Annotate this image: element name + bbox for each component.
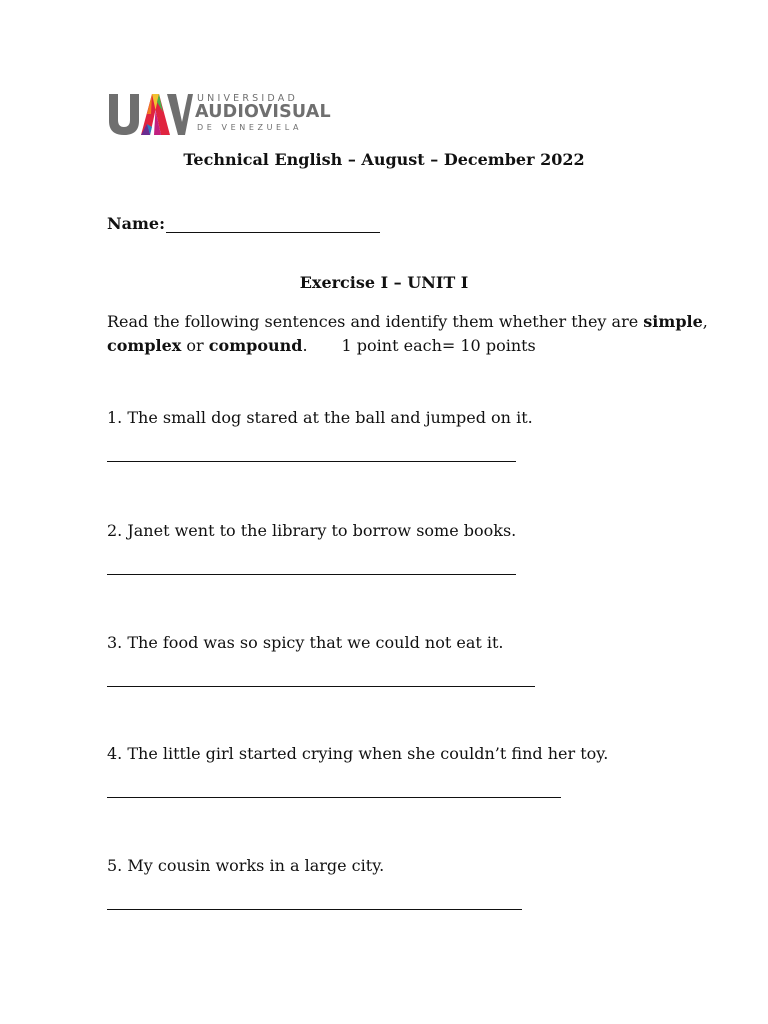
answer-line-3[interactable]: [107, 686, 535, 687]
question-4: 4. The little girl started crying when she couldn’t find her toy.: [107, 744, 609, 763]
instructions-complex: complex: [107, 336, 182, 355]
exercise-title: Exercise I – UNIT I: [299, 273, 469, 292]
name-field[interactable]: [166, 232, 380, 233]
question-5: 5. My cousin works in a large city.: [107, 856, 385, 875]
instructions-points: 1 point each= 10 points: [341, 336, 536, 355]
university-logo: [107, 92, 331, 136]
question-1: 1. The small dog stared at the ball and jumped on it.: [107, 408, 533, 427]
instructions-compound: compound: [208, 336, 303, 355]
uav-logo-mark: [107, 92, 193, 136]
question-3: 3. The food was so spicy that we could not eat it.: [107, 633, 504, 652]
logo-line-venezuela: DE VENEZUELA: [197, 123, 303, 132]
name-label: Name:: [107, 214, 166, 233]
instructions: [107, 310, 708, 358]
logo-wordmark: [195, 92, 331, 136]
instructions-period: .: [302, 336, 308, 355]
instructions-comma: ,: [702, 312, 708, 331]
logo-line-universidad: UNIVERSIDAD: [197, 93, 298, 104]
document-title: Technical English – August – December 2022: [183, 150, 585, 169]
instructions-or: or: [181, 336, 209, 355]
instructions-text: Read the following sentences and identify them whether they are: [107, 312, 644, 331]
instructions-simple: simple: [643, 312, 703, 331]
answer-line-5[interactable]: [107, 909, 522, 910]
answer-line-4[interactable]: [107, 797, 561, 798]
answer-line-2[interactable]: [107, 574, 516, 575]
logo-line-audiovisual: AUDIOVISUAL: [195, 102, 331, 122]
answer-line-1[interactable]: [107, 461, 516, 462]
question-2: 2. Janet went to the library to borrow some books.: [107, 521, 517, 540]
